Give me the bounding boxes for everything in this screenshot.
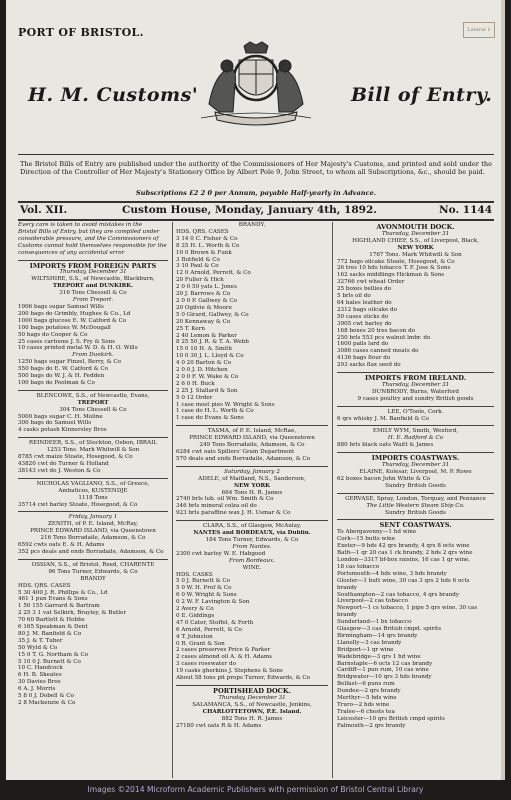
section-rule xyxy=(176,425,328,426)
entry-line: 5000 bags sugar C. H. Moline xyxy=(18,413,103,420)
entry-line: 12 0 Arnold, Perrett, & Co xyxy=(176,270,251,277)
entry-line: 6 0 W. Wright & Sons xyxy=(176,592,237,599)
entry-line: NEW YORK xyxy=(234,482,270,489)
section-heading: IMPORTS COASTWAYS. xyxy=(371,455,460,463)
entry-line: 6 Arnold, Perrett, & Co xyxy=(176,626,242,633)
entry-line: 20 Kennaway & Co xyxy=(176,318,231,325)
entry-line: Sundry British Goods xyxy=(385,509,446,516)
entry-line: HDS. CASKS xyxy=(176,571,213,578)
entry-line: 2 25 3 1 vat Selkirk, Brayley, & Butler xyxy=(18,610,127,617)
entry-line: 2 0 0 P. Gallwey & Co xyxy=(176,297,238,304)
entry-line: From Bordeaux. xyxy=(229,557,275,564)
entry-line: About 58 tons pit props Turner, Edwards, & Co xyxy=(176,675,311,682)
section-rule xyxy=(176,520,328,521)
entry-line: WILTSHIRE, S.S., of Newcastle, Blackburn, xyxy=(31,276,155,283)
entry-line: NANTES and BORDEAUX, via Dublin. xyxy=(193,530,311,537)
section-heading: IMPORTS FROM FOREIGN PARTS xyxy=(29,262,157,270)
section-rule xyxy=(18,478,168,479)
entry-line: 64 bales leather do xyxy=(337,299,392,306)
entry-line: 25 cases cartoons J. S. Fry & Sons xyxy=(18,338,116,345)
entry-line: 6 A. J. Morris xyxy=(18,686,56,693)
entry-line: 570 deals and ends Borradaile, Adamson, & Co xyxy=(176,455,311,462)
entry-line: The Little Western Steam Ship Co. xyxy=(366,502,465,509)
entry-line: Falmouth—2 qrs brandy xyxy=(337,722,406,729)
entry-line: CHARLOTTETOWN, P.E. Island. xyxy=(202,708,302,715)
entry-line: London—3317 bf-box raisins, 16 cas 1 qr wine, xyxy=(337,556,471,563)
entry-line: Thursday, December 31 xyxy=(381,462,450,469)
entry-line: Bristol Bills of Entry, but they are compiled under xyxy=(18,228,160,235)
port-title: PORT OF BRISTOL. xyxy=(18,26,144,39)
entry-line: Cork—15 butts wine xyxy=(337,536,396,543)
entry-line: 1600 pails lard do xyxy=(337,341,389,348)
volume-label: Vol. XII. xyxy=(20,204,68,216)
rule xyxy=(18,154,494,155)
entry-line: Glasgow—3 cas British cmpd. spirits xyxy=(337,626,442,633)
entry-line: 461 1 pun Evans & Sons xyxy=(18,596,88,603)
entry-line: Exeter—9 hds 42 qrs brandy, 4 qrs 8 octs wine xyxy=(337,543,470,550)
entry-line: 6592 cwts oats E. & H. Adams xyxy=(18,542,105,549)
entry-line: 100 bags do Poolman & Co xyxy=(18,379,95,386)
entry-line: Tralee—6 chests tea xyxy=(337,708,395,715)
entry-line: REINDEER, S.S., of Stockton, Osbon, IBRAIL xyxy=(28,440,158,447)
entry-line: TREPORT xyxy=(77,399,109,406)
entry-line: 5 0 W. H. Prof & Co xyxy=(176,585,232,592)
entry-line: 316 Tons Chessell & Co xyxy=(59,290,127,297)
entry-line: 923 brls paraffine wax J. H. Usmar & Co xyxy=(176,510,291,517)
entry-line: 8785 cwt maize Stoate, Hosegood, & Co xyxy=(18,454,133,461)
entry-line: Friday, January 1 xyxy=(68,514,118,521)
section-rule xyxy=(337,452,494,453)
entry-line: Customs cannot hold themselves responsible for the xyxy=(18,242,167,249)
entry-line: 4136 bags flour do xyxy=(337,355,391,362)
entry-line: 2 0 0 J. D. Hitchen xyxy=(176,367,228,374)
entry-line: 184 Tons Turner, Edwards, & Co xyxy=(205,536,299,543)
rule xyxy=(18,219,494,221)
entry-line: 20 Fuller & Hick xyxy=(176,277,224,284)
entry-line: TREPORT and DUNKIRK. xyxy=(52,283,134,290)
entry-line: 18 cas tobacco xyxy=(337,563,380,570)
entry-line: 3 cases rosewater do xyxy=(176,661,236,668)
entry-line: 2 Avery & Co xyxy=(176,606,214,613)
entry-line: TASMA, of P. E. Island, McRae, xyxy=(207,428,297,435)
entry-line: 2 cases preserves Price & Parker xyxy=(176,647,271,654)
entry-line: 880 brls black oats Waitt & James xyxy=(337,442,434,449)
entry-line: Merthyr—5 hds wine xyxy=(337,695,397,702)
entry-line: 293 sacks flax seed do xyxy=(337,362,401,369)
entry-line: 216 Tons Borradaile, Adamson, & Co xyxy=(40,535,146,542)
entry-line: From Dunkirk. xyxy=(72,352,114,359)
title-right: Bill of Entry. xyxy=(351,84,493,106)
entry-line: ZENITH, of P. E. Island, McRay, xyxy=(48,521,138,528)
entry-line: Bath—1 qr 20 cas 1 ck brandy, 2 hds 2 qrs wine xyxy=(337,550,473,557)
entry-line: 2300 cwt barley W. E. Habgood xyxy=(176,550,266,557)
section-heading: SENT COASTWAYS. xyxy=(379,522,452,530)
entry-line: 25 boxes bellies do xyxy=(337,286,392,293)
entry-line: 1 case do Evans & Sons xyxy=(176,415,244,422)
entry-line: 1 case do H. L. Worth & Co xyxy=(176,408,254,415)
entry-line: 26 tres 10 hds tobacco T. F. Jose & Sons xyxy=(337,265,451,272)
entry-line: 1767 Tons. Mark Whitwill & Son xyxy=(369,251,462,258)
section-rule xyxy=(337,372,494,373)
column-divider xyxy=(172,222,173,778)
entry-line: DUNBRODY, Burns, Waterford xyxy=(372,388,459,395)
column-2 xyxy=(176,222,328,778)
entry-line: Sunderland—1 bx tobacco xyxy=(337,619,412,626)
entry-line: 2 cases almond oil A. & H. Adams xyxy=(176,654,273,661)
entry-line: 5 8 0 J. Dobell & Co xyxy=(18,693,74,700)
entry-line: 8 25 H. L. Worth & Co xyxy=(176,242,240,249)
entry-line: 4 0 20 Barton & Co xyxy=(176,360,232,367)
masthead xyxy=(18,204,494,218)
entry-line: 20 Ogilvie & Moore xyxy=(176,304,232,311)
entry-line: 1000 bags glucose E. W. Catford & Co xyxy=(18,317,127,324)
page-edge xyxy=(501,0,505,800)
entry-line: 5 10 0 J. Burnett & Co xyxy=(18,658,81,665)
entry-line: Thursday, December 31 xyxy=(59,269,127,276)
library-stamp: Lateral 1 xyxy=(463,22,495,38)
title-left: H. M. Customs' xyxy=(28,84,199,106)
entry-line: Thursday, December 31 xyxy=(381,230,450,237)
entry-line: 96 Tons Turner, Edwards, & Co xyxy=(48,568,138,575)
entry-line: 2740 brls lub. oil Wm. Smith & Co xyxy=(176,496,274,503)
entry-line: 70 60 Bartlett & Hobbs xyxy=(18,617,85,624)
intro-paragraph: The Bristol Bills of Entry are published under the authority of the Commissioners of Her Majesty's Customs, and printed and sold under the Direction of the Controller of Her Majesty's Stationery Office by Albert Pole 9, John Street, to whom all Subscriptions, &c., should be paid. xyxy=(20,160,492,177)
copyright-footer: Images ©2014 Microform Academic Publishers with permission of Bristol Central Library xyxy=(0,780,511,800)
section-rule xyxy=(18,260,168,261)
section-rule xyxy=(337,406,494,407)
entry-line: Bridgwater—10 qrs 3 hds brandy xyxy=(337,674,432,681)
entry-line: 35714 cwt barley Stoate, Hosegood, & Co xyxy=(18,501,138,508)
entry-line: 10 C. Handcock xyxy=(18,665,63,672)
entry-line: 3 Butfield & Co xyxy=(176,256,220,263)
entry-line: 168 boxes 20 tres bacon do xyxy=(337,327,416,334)
entry-line: 6 H. B. Skeates xyxy=(18,672,62,679)
entry-line: 50 Wyld & Co xyxy=(18,644,58,651)
section-rule xyxy=(337,425,494,426)
dateline: Custom House, Monday, January 4th, 1892. xyxy=(122,204,377,216)
entry-line: 10 0 30 J. L. Lloyd & Co xyxy=(176,353,244,360)
entry-line: Every care is taken to avoid mistakes in the xyxy=(18,222,143,228)
section-rule xyxy=(18,390,168,391)
entry-line: 62 boxes bacon John White & Co xyxy=(337,475,431,482)
entry-line: 300 bags do Samuel Wills xyxy=(18,420,92,427)
entry-line: HIGHLAND CHIEF, S.S., of Liverpool, Black, xyxy=(352,237,479,244)
entry-line: Barnstaple—6 octs 12 cas brandy xyxy=(337,660,433,667)
entry-line: 550 bags do E. W. Catford & Co xyxy=(18,366,109,373)
entry-line: 2 8 Mackenzie & Co xyxy=(18,700,76,706)
section-rule xyxy=(18,511,168,512)
entry-line: From Nantes. xyxy=(232,543,272,550)
section-heading: PORTISHEAD DOCK. xyxy=(213,688,291,695)
entry-line: 35 J. & T. Tuber xyxy=(18,637,63,644)
column-1 xyxy=(18,222,168,778)
entry-line: 0 2 W. F. Lavington & Son xyxy=(176,599,250,606)
entry-line: 80 J. M. Banfield & Co xyxy=(18,630,82,637)
entry-line: 352 pcs deals and ends Borradaile, Adamson, & Co xyxy=(18,548,164,555)
entry-line: HDS. QRS. CASES xyxy=(176,228,229,235)
entry-line: SALAMANCA, S.S., of Newcastle, Jenkins, xyxy=(192,701,312,708)
entry-line: Dundee—2 qrs brandy xyxy=(337,688,401,695)
entry-line: 250 brls 553 pcs walnut lmbr. do xyxy=(337,334,431,341)
entry-line: 38143 cwt do J. Weston & Co xyxy=(18,467,101,474)
entry-line: Cardiff—1 pun rum, 10 cas wine xyxy=(337,667,429,674)
entry-line: 3 10 Paul & Co xyxy=(176,263,219,270)
entry-line: NICHOLAS VAGLIANO, S.S., of Greece, xyxy=(36,480,150,487)
entry-line: 5 brls oil do xyxy=(337,293,371,300)
entry-line: 346 brls mineral colza oil do xyxy=(176,503,257,510)
section-rule xyxy=(337,493,494,494)
entry-line: brandy xyxy=(337,584,357,591)
entry-line: 30 Davies Bros xyxy=(18,679,61,686)
entry-line: 6 qrs whisky J. M. Banfield & Co xyxy=(337,415,429,422)
entry-line: PRINCE EDWARD ISLAND, via Queenstown xyxy=(30,528,156,535)
subscription-notice: Subscriptions £2 2 0 per Annum, payable Half-yearly in Advance. xyxy=(135,189,377,197)
entry-line: 2 0 0 F. W. Wake & Co xyxy=(176,373,239,380)
entry-line: 6 165 Speakman & Dent xyxy=(18,624,88,631)
entry-line: 200 bags do Grimbly, Hughes & Co., Ld xyxy=(18,310,131,317)
entry-line: 1 case most pies W. Wright & Sons xyxy=(176,401,275,408)
entry-line: From Treport. xyxy=(72,297,114,304)
entry-line: Llanelly—3 cas brandy xyxy=(337,639,402,646)
entry-line: WINE. xyxy=(242,564,262,571)
entry-line: Portsmouth—4 hds wine, 3 hds brandy xyxy=(337,570,447,577)
entry-line: Leicester—10 qrs British cmpd spirits xyxy=(337,715,445,722)
entry-line: 50 cases sticks do xyxy=(337,313,389,320)
entry-line: considerable pressure, and the Commissioners of xyxy=(18,235,159,242)
entry-line: 5 0 J. Burnett & Co xyxy=(176,578,231,585)
entry-line: BLENCOWE, S.S., of Newcastle, Evans, xyxy=(36,392,150,399)
entry-line: 15 0 10 H. A. Smith xyxy=(176,346,232,353)
entry-line: 664 Tons H. R. James xyxy=(221,489,283,496)
entry-line: 2 0 0 50 yats L. Jones xyxy=(176,284,237,291)
section-heading: IMPORTS FROM IRELAND. xyxy=(364,375,467,382)
entry-line: 8 25 50 J. R. & T. A. Webb xyxy=(176,339,249,346)
entry-line: 50 bags do Cooper & Co xyxy=(18,331,88,338)
entry-line: Thursday, December 31 xyxy=(218,694,286,701)
entry-line: 2312 bags oilcake do xyxy=(337,306,397,313)
entry-line: 2 40 Lemon & Parker xyxy=(176,332,237,339)
section-rule xyxy=(337,519,494,520)
entry-line: 882 Tons H. R. James xyxy=(221,715,283,722)
royal-coat-of-arms-icon xyxy=(171,38,341,128)
entry-line: ADELE, of Maitland, N.S., Sanderson, xyxy=(198,475,306,482)
entry-line: Belfast—6 puns rum xyxy=(337,681,395,688)
entry-line: 19 casks gherkins J. Stephens & Sons xyxy=(176,668,283,675)
entry-line: 20 J. Barrows & Co xyxy=(176,291,231,298)
entry-line: Truro—2 hds wine xyxy=(337,702,390,708)
entry-line: 43820 cwt do Turner & Holland xyxy=(18,461,109,467)
entry-line: 15 0 T. G. Northam & Co xyxy=(18,651,89,658)
entry-line: 10 cases printed metal W. D. & H. O. Wills xyxy=(18,345,138,352)
entry-line: Liverpool—2 cas tobacco xyxy=(337,598,408,605)
entry-line: 25 T. Kern xyxy=(176,325,205,332)
entry-line: 1906 bags sugar Samuel Wills xyxy=(18,303,104,310)
entry-line: Ambaticos, KUSTENDJE xyxy=(58,487,128,494)
entry-line: brandy xyxy=(337,612,357,619)
section-rule xyxy=(176,466,328,467)
entry-line: 1118 Tons xyxy=(78,494,108,501)
section-rule xyxy=(18,437,168,438)
entry-line: PRINCE EDWARD ISLAND, via Queenstown xyxy=(189,435,315,442)
entry-line: Wadebridge—3 qrs 1 hd wine xyxy=(337,653,421,660)
entry-line: ELAINE, Kolesar, Liverpool, M. P. Rowe xyxy=(359,469,472,475)
entry-line: 304 Tons Chessell & Co xyxy=(59,406,127,413)
entry-line: Bridport—1 qr wine xyxy=(337,646,394,653)
entry-line: H. E. Radford & Co xyxy=(387,435,444,442)
entry-line: 6284 cwt oats Spillers' Grain Department xyxy=(176,449,295,455)
entry-line: 10 0 Brown & Funk xyxy=(176,249,232,256)
entry-line: 5 30 400 J. R. Phillips & Co., Ld xyxy=(18,589,108,596)
section-rule xyxy=(176,685,328,686)
entry-line: NEW YORK xyxy=(397,244,434,251)
entry-line: 9 cases poultry and sundry British goods xyxy=(357,395,474,402)
column-divider xyxy=(332,222,333,778)
rule xyxy=(18,201,494,203)
entry-line: EMILY WYM, Smith, Wexford, xyxy=(372,428,459,435)
entry-line: 3905 cwt barley do xyxy=(337,320,392,327)
entry-line: 1 50 155 Garrard & Bartram xyxy=(18,603,100,610)
entry-line: Southampton—2 cas tobacco, 4 qrs brandy xyxy=(337,591,460,598)
entry-line: consequences of any accidental error xyxy=(18,249,125,256)
entry-line: 4 casks potash Kinnersley Bros xyxy=(18,427,107,434)
entry-line: 5 0 12 Order xyxy=(176,394,213,401)
entry-line: To Abergavenny—1 hd wine xyxy=(337,529,417,536)
entry-line: 500 bags do W. J. & H. Fedden xyxy=(18,373,105,380)
newspaper-page xyxy=(6,0,505,800)
entry-line: Newport—1 cs tobacco, 1 pipe 5 qrs wine, 30 cas xyxy=(337,605,478,612)
entry-line: CLARA, S.S., of Glasgow, McAulay, xyxy=(202,523,302,530)
section-heading: AVONMOUTH DOCK. xyxy=(376,224,455,231)
entry-line: Birmingham—14 qrs brandy xyxy=(337,632,418,639)
entry-line: Sundry British Goods xyxy=(385,482,446,489)
entry-line: 249 Tons Borradaile, Adamson, & Co xyxy=(199,442,305,449)
entry-line: 772 bags oilcake Stoate, Hosegood, & Co xyxy=(337,258,455,265)
entry-line: 0 E. Giddings xyxy=(176,612,215,619)
entry-line: 162 sacks middlings Hickman & Sons xyxy=(337,272,445,279)
entry-line: Gloster—1 butt wine, 30 cas 3 qrs 2 hds 6 octs xyxy=(337,577,470,584)
entry-line: 3 14 0 C. Fisher & Co xyxy=(176,235,238,242)
entry-line: BRANDY xyxy=(80,575,106,582)
entry-line: Saturday, January 2 xyxy=(224,468,280,475)
entry-line: 5 0 Girard, Gallwey, & Co xyxy=(176,311,249,318)
entry-line: LEE, O'Toole, Cork. xyxy=(387,408,444,415)
entry-line: 0 R. Grant & Son xyxy=(176,640,225,647)
entry-line: 3086 cases canned meats do xyxy=(337,348,419,355)
entry-line: 2 6 0 H. Buck xyxy=(176,380,215,387)
entry-line: HDS. QRS. CASES xyxy=(18,582,71,589)
issue-number: No. 1144 xyxy=(439,204,492,216)
entry-line: GERVASE, Spray, London, Torquay, and Penzance xyxy=(345,495,486,502)
entry-line: OSSIAN, S.S., of Bristol, Reed, CHARENTE xyxy=(31,561,155,568)
column-3 xyxy=(337,222,494,778)
section-rule xyxy=(18,559,168,560)
entry-line: 32766 cwt wheat Order xyxy=(337,279,405,286)
entry-line: 1250 bags sugar Finzel, Berry, & Co xyxy=(18,359,122,366)
entry-line: 100 bags potatoes W. McDougall xyxy=(18,324,111,331)
entry-line: 27180 cwt oats R & H. Adams xyxy=(176,722,262,729)
entry-line: 2 25 J. Stallard & Son xyxy=(176,387,238,394)
entry-line: 47 0 Cater, Stoffel, & Forth xyxy=(176,619,254,626)
entry-line: 1253 Tons. Mark Whitwill & Son xyxy=(46,447,140,454)
entry-line: Thursday, December 31 xyxy=(381,381,450,388)
entry-line: 4 T. Johnston xyxy=(176,633,213,640)
entry-line: BRANDY, xyxy=(238,222,266,228)
